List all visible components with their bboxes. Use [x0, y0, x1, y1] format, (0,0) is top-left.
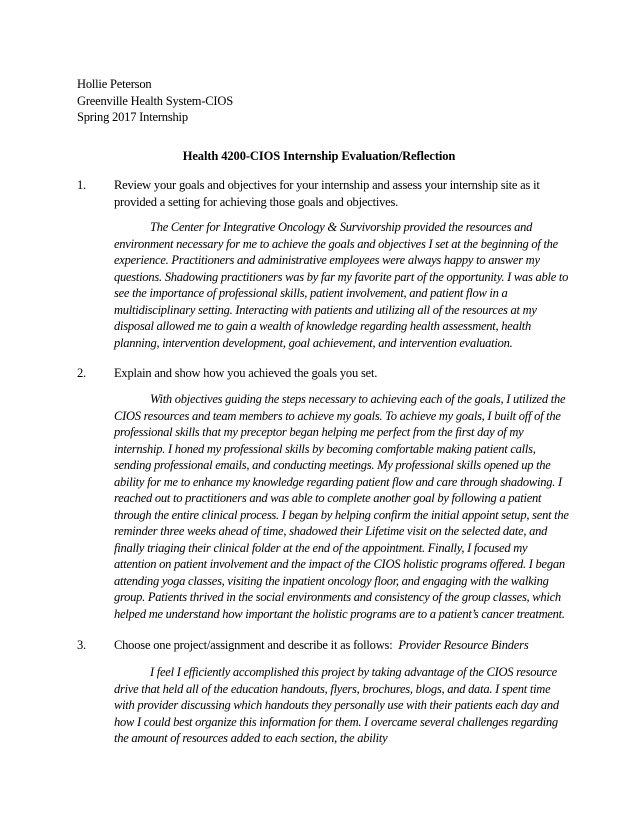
author-name: Hollie Peterson [77, 77, 152, 91]
question-number: 1. [77, 178, 86, 192]
question-text: Explain and show how you achieved the goals you set. [114, 366, 378, 380]
project-name: Provider Resource Binders [398, 638, 529, 652]
internship-term: Spring 2017 Internship [77, 110, 188, 124]
question-text: Review your goals and objectives for your internship and assess your internship site as it provided a setting for achieving those goals and objectives. [114, 178, 540, 209]
document-title: Health 4200-CIOS Internship Evaluation/Reflection [182, 149, 456, 163]
author-header [77, 76, 233, 126]
question-number: 3. [77, 638, 86, 652]
question-number: 2. [77, 366, 86, 380]
answer-1: The Center for Integrative Oncology & Survivorship provided the resources and environment necessary for me to achieve the goals and objectives I set at the beginning of the experience. Practitioners and administrative employees were always happy to answer my questions. Shadowing practitioners was by far my favorite part of the opportunity. I was able to see the importance of professional skills, patient involvement, and patient flow in a multidisciplinary setting. Interacting with patients and utilizing all of the resources at my disposal allowed me to gain a wealth of knowledge regarding health assessment, health planning, intervention development, goal achievement, and intervention evaluation. [114, 220, 569, 350]
answer-2: With objectives guiding the steps necessary to achieving each of the goals, I utilized the CIOS resources and team members to achieve my goals. To achieve my goals, I built off of the professional skills that my preceptor began helping me perfect from the first day of my internship. I honed my professional skills by becoming comfortable making patient calls, sending professional emails, and conducting meetings. My professional skills opened up the ability for me to enhance my knowledge regarding patient flow and care through shadowing. I reached out to practitioners and was able to complete another goal by following a patient through the entire clinical process. I began by helping confirm the initial appoint setup, sent the reminder three weeks ahead of time, shadowed their Lifetime visit on the selected date, and finally triaging their clinical folder at the end of the appointment. Finally, I focused my attention on patient involvement and the impact of the CIOS holistic programs offered. I began attending yoga classes, visiting the inpatient oncology floor, and engaging with the walking group. Patients thrived in the social environments and consistency of the group classes, which helped me understand how important the holistic programs are to a patient’s cancer treatment. [114, 392, 569, 621]
organization: Greenville Health System-CIOS [77, 93, 233, 108]
question-text [114, 637, 584, 654]
question-prompt: Choose one project/assignment and describe it as follows: [114, 638, 393, 652]
answer-3: I feel I efficiently accomplished this project by taking advantage of the CIOS resource drive that held all of the education handouts, flyers, brochures, blogs, and data. I spent time with provider discussing which handouts they personally use with their patients each day and how I could best organize this information for them. I overcame several challenges regarding the amount of resources added to each section, the ability [114, 665, 559, 745]
